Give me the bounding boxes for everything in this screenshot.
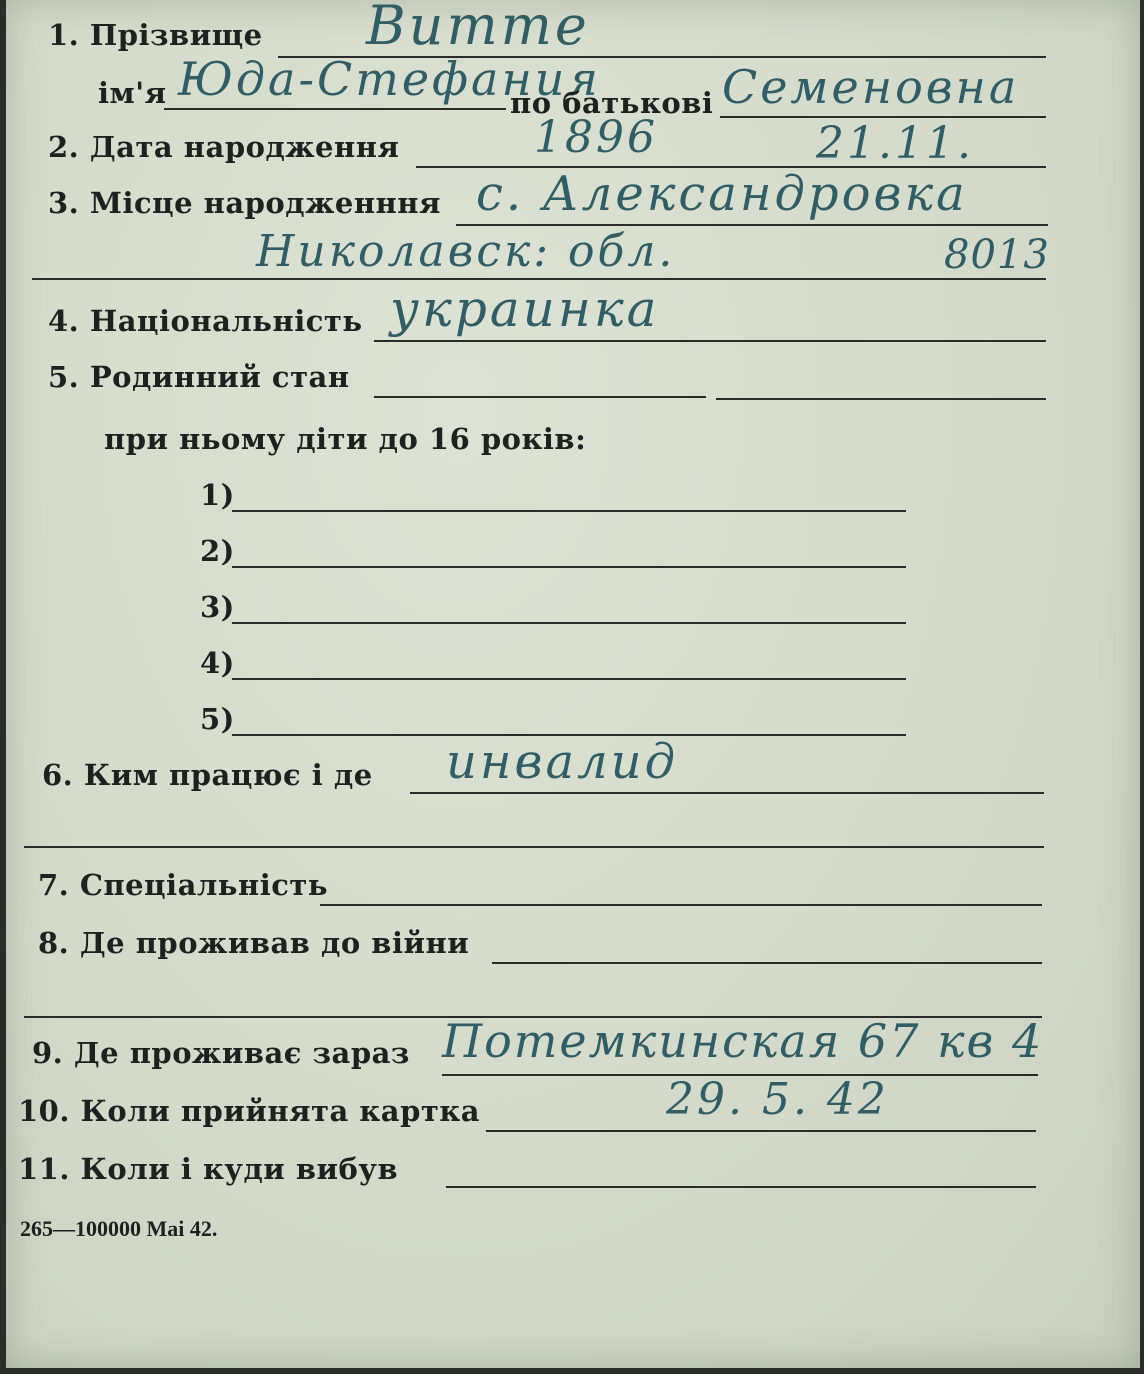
line-specialty (320, 904, 1042, 906)
line-child-2 (232, 566, 906, 568)
label-specialty: 7. Спеціальність (38, 868, 329, 902)
label-nationality: 4. Національність (48, 304, 363, 338)
hw-birthplace-1: с. Александровка (476, 166, 968, 222)
hw-current-address: Потемкинская 67 кв 4 (442, 1014, 1044, 1068)
label-departure: 11. Коли і куди вибув (18, 1152, 399, 1186)
label-children-header: при ньому діти до 16 років: (104, 422, 587, 456)
label-child-5: 5) (200, 702, 235, 736)
label-family-status: 5. Родинний стан (48, 360, 350, 394)
line-child-4 (232, 678, 906, 680)
print-code: 265—100000 Mai 42. (20, 1216, 218, 1241)
hw-birth-year: 1896 (534, 112, 658, 163)
line-departure (446, 1186, 1036, 1188)
label-child-2: 2) (200, 534, 235, 568)
label-card-date: 10. Коли прийнята картка (18, 1094, 481, 1128)
line-child-1 (232, 510, 906, 512)
hw-birthplace-2: Николавск: обл. (256, 226, 676, 277)
line-family-status-1 (374, 396, 706, 398)
label-birthplace: 3. Місце народженння (48, 186, 441, 220)
line-prewar-address (492, 962, 1042, 964)
registration-card (6, 0, 1140, 1368)
hw-birth-day: 21.11. (816, 118, 974, 169)
line-name (164, 108, 506, 110)
label-prewar-address: 8. Де проживав до війни (38, 926, 470, 960)
label-surname: 1. Прізвище (48, 18, 263, 52)
label-work: 6. Ким працює і де (42, 758, 373, 792)
hw-work: инвалид (446, 734, 678, 790)
label-name: ім'я (98, 76, 167, 110)
label-child-4: 4) (200, 646, 235, 680)
line-work-2 (24, 846, 1044, 848)
label-current-address: 9. Де проживає зараз (32, 1036, 410, 1070)
label-patronymic: по батькові (510, 86, 714, 120)
line-child-3 (232, 622, 906, 624)
line-nationality (374, 340, 1046, 342)
line-card-date (486, 1130, 1036, 1132)
line-work (410, 792, 1044, 794)
hw-name: Юда-Стефания (178, 52, 601, 106)
label-birthdate: 2. Дата народження (48, 130, 400, 164)
hw-patronymic: Семеновна (722, 60, 1020, 114)
label-child-3: 3) (200, 590, 235, 624)
label-child-1: 1) (200, 478, 235, 512)
hw-nationality: украинка (390, 280, 660, 338)
hw-number: 8013 (944, 232, 1050, 278)
hw-card-date: 29. 5. 42 (666, 1074, 889, 1125)
hw-surname: Витте (366, 0, 590, 57)
line-family-status-2 (716, 398, 1046, 400)
